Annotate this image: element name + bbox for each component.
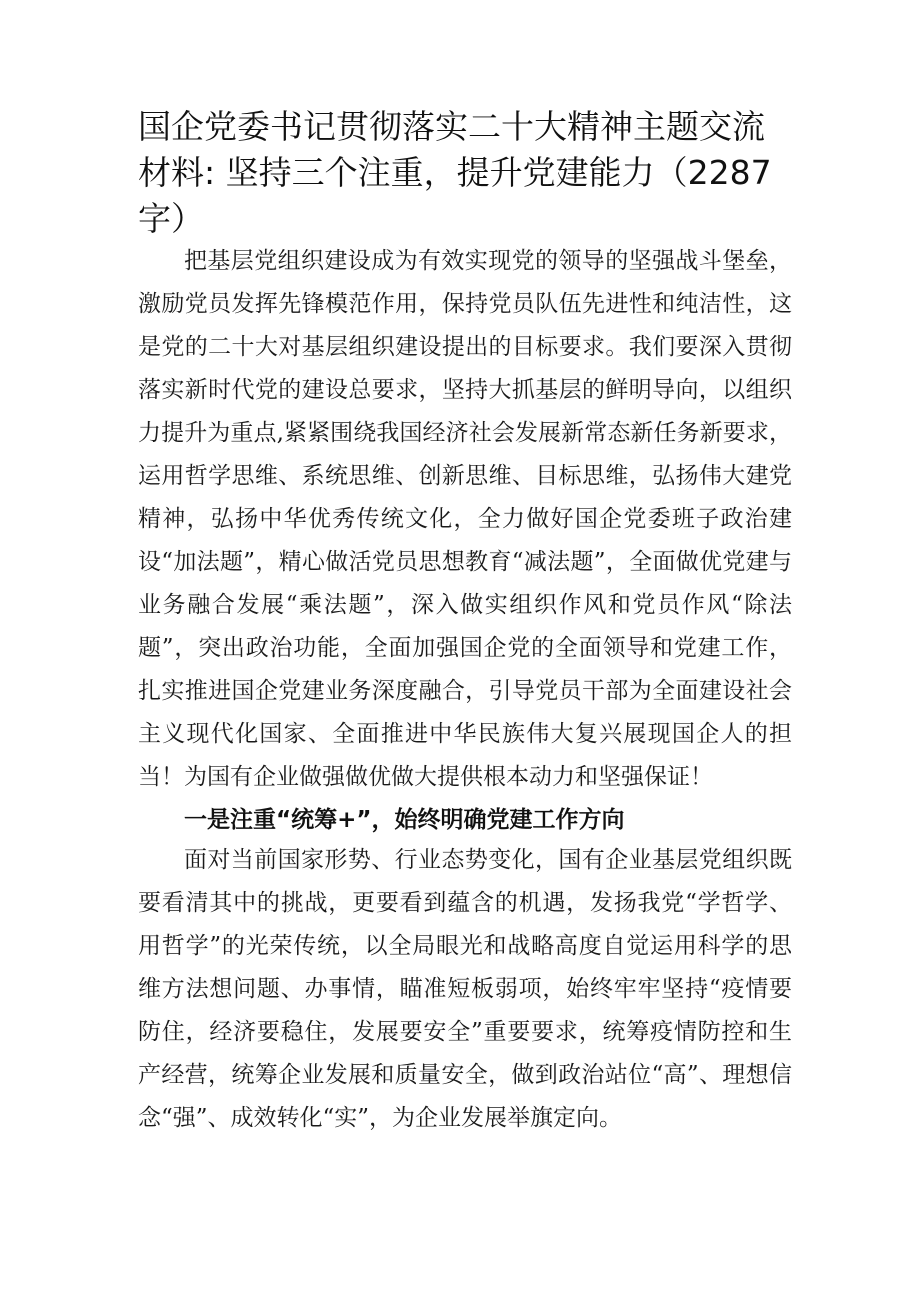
intro-paragraph: 把基层党组织建设成为有效实现党的领导的坚强战斗堡垒，激励党员发挥先锋模范作用，保持党员队伍先进性和纯洁性，这是党的二十大对基层组织建设提出的目标要求。我们要深入贯彻落实新时代党的建设总要求，坚持大抓基层的鲜明导向，以组织力提升为重点,紧紧围绕我国经济社会发展新常态新任务新要求，运用哲学思维、系统思维、创新思维、目标思维，弘扬伟大建党精神，弘扬中华优秀传统文化，全力做好国企党委班子政治建设“加法题”，精心做活党员思想教育“减法题”，全面做优党建与业务融合发展“乘法题”，深入做实组织作风和党员作风“除法题”，突出政治功能，全面加强国企党的全面领导和党建工作，扎实推进国企党建业务深度融合，引导党员干部为全面建设社会主义现代化国家、全面推进中华民族伟大复兴展现国企人的担当！为国有企业做强做优做大提供根本动力和坚强保证！	[138, 248, 792, 790]
document-title: 国企党委书记贯彻落实二十大精神主题交流材料: 坚持三个注重，提升党建能力（2287字）	[138, 107, 772, 238]
section-heading-1: 一是注重“统筹+”，始终明确党建工作方向	[184, 807, 625, 833]
section-paragraph-1: 面对当前国家形势、行业态势变化，国有企业基层党组织既要看清其中的挑战，更要看到蕴含的机遇，发扬我党“学哲学、用哲学”的光荣传统，以全局眼光和战略高度自觉运用科学的思维方法想问题、办事情，瞄准短板弱项，始终牢牢坚持“疫情要防住，经济要稳住，发展要安全”重要要求，统筹疫情防控和生产经营，统筹企业发展和质量安全，做到政治站位“高”、理想信念“强”、成效转化“实”，为企业发展举旗定向。	[138, 847, 792, 1131]
